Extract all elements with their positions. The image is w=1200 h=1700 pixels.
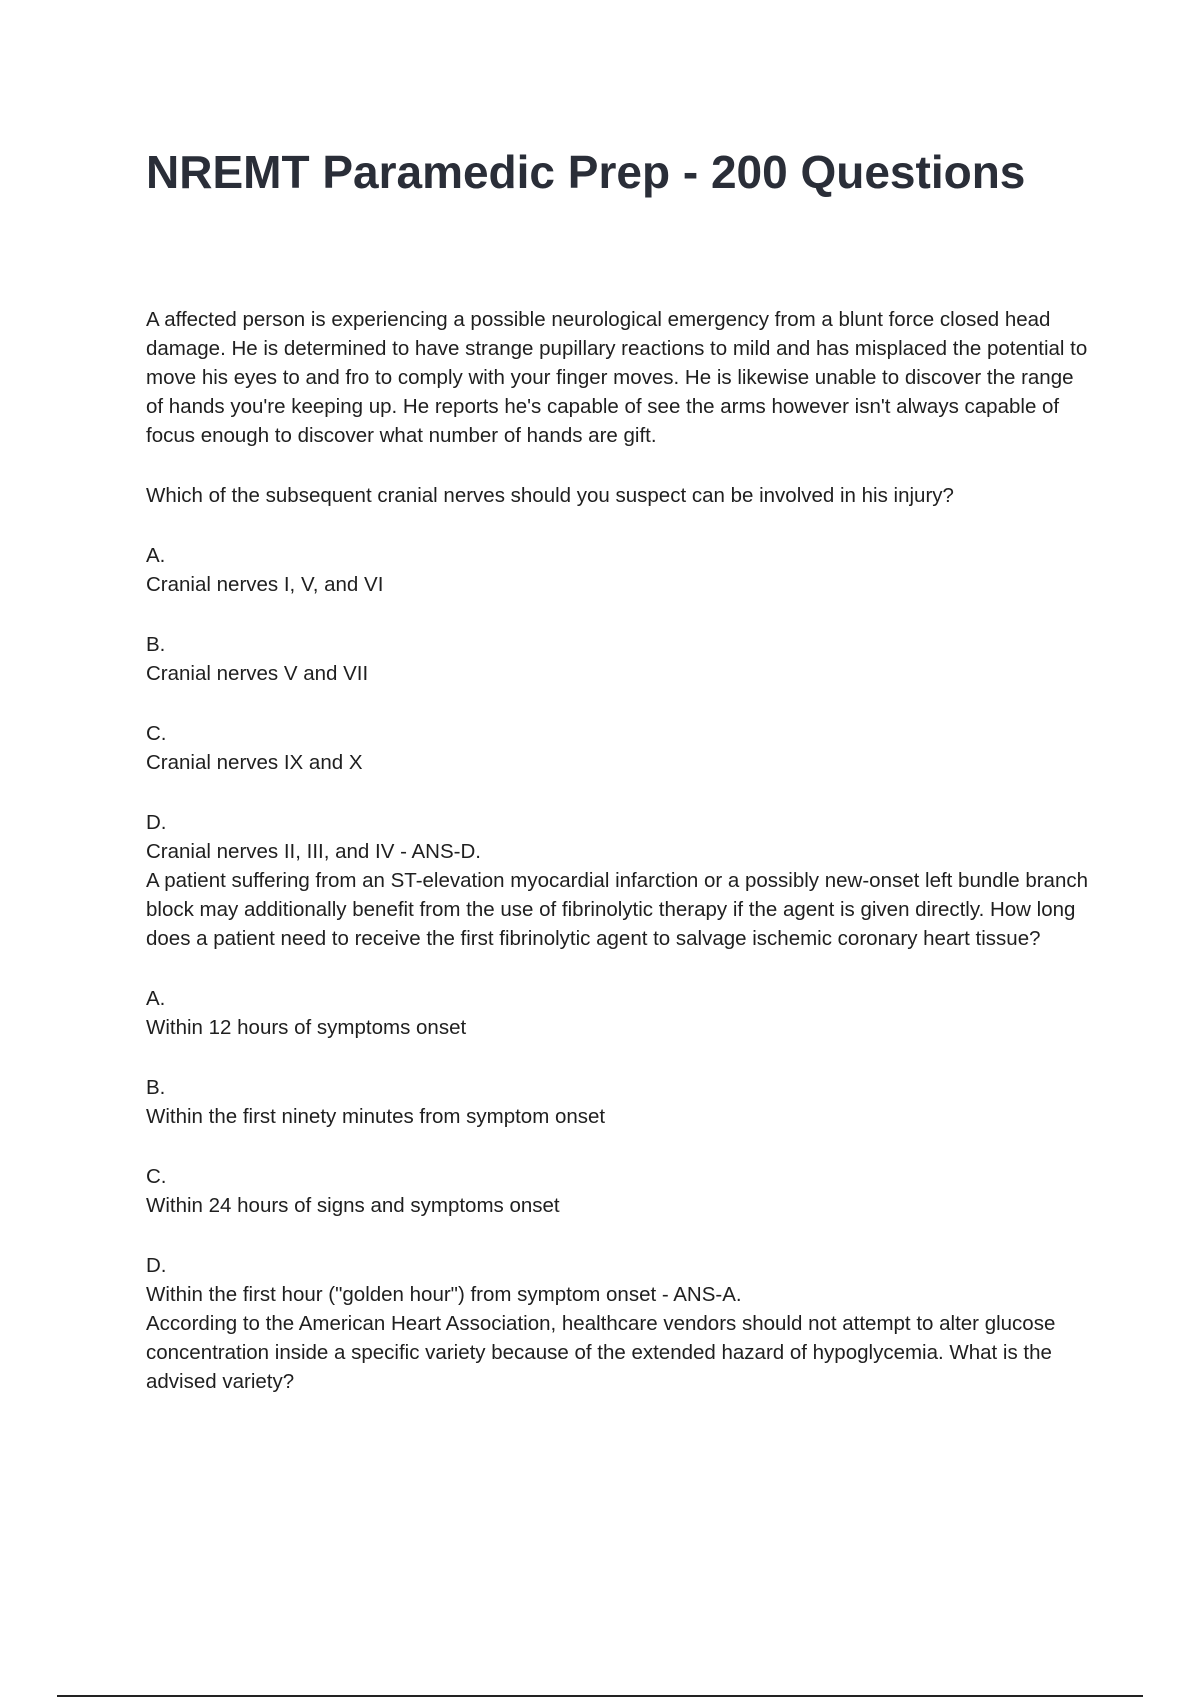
question-1-option-c-text: Cranial nerves IX and X [146, 751, 363, 774]
question-2-option-a-text: Within 12 hours of symptoms onset [146, 1016, 467, 1039]
question-1-option-b-letter: B. [146, 633, 166, 656]
question-1-option-a-text: Cranial nerves I, V, and VI [146, 573, 384, 596]
question-1-option-a-letter: A. [146, 544, 166, 567]
question-2-option-c-text: Within 24 hours of signs and symptoms onset [146, 1194, 560, 1217]
question-1-option-d-text: Cranial nerves II, III, and IV - ANS-D. [146, 840, 481, 863]
question-1-option-c-letter: C. [146, 722, 167, 745]
question-2-option-b-letter: B. [146, 1076, 166, 1099]
question-1-stem: A affected person is experiencing a possible neurological emergency from a blunt force closed head damage. He is determined to have strange pupillary reactions to mild and has misplaced the potential to move his eyes to and fro to comply with your finger moves. He is likewise unable to discover the range of hands you're keeping up. He reports he's capable of see the arms however isn't always capable of focus enough to discover what number of hands are gift. [146, 308, 1088, 447]
question-3-stem: According to the American Heart Association, healthcare vendors should not attempt to alter glucose concentration inside a specific variety because of the extended hazard of hypoglycemia. What is the advised variety? [146, 1312, 1056, 1393]
question-1-option-d-letter: D. [146, 811, 167, 834]
question-1-prompt: Which of the subsequent cranial nerves should you suspect can be involved in his injury? [146, 484, 954, 507]
question-2-option-c-letter: C. [146, 1165, 167, 1188]
question-2-option-a-letter: A. [146, 987, 166, 1010]
question-1-option-b-text: Cranial nerves V and VII [146, 662, 369, 685]
footer-divider [57, 1695, 1143, 1697]
question-2-stem: A patient suffering from an ST-elevation myocardial infarction or a possibly new-onset left bundle branch block may additionally benefit from the use of fibrinolytic therapy if the agent is given directly. How long does a patient need to receive the first fibrinolytic agent to salvage ischemic coronary heart tissue? [146, 869, 1088, 950]
page-title: NREMT Paramedic Prep - 200 Questions [146, 146, 1026, 198]
question-2-option-d-text: Within the first hour ("golden hour") from symptom onset - ANS-A. [146, 1283, 742, 1306]
document-body [146, 305, 1096, 1396]
question-2-option-d-letter: D. [146, 1254, 167, 1277]
question-2-option-b-text: Within the first ninety minutes from symptom onset [146, 1105, 606, 1128]
